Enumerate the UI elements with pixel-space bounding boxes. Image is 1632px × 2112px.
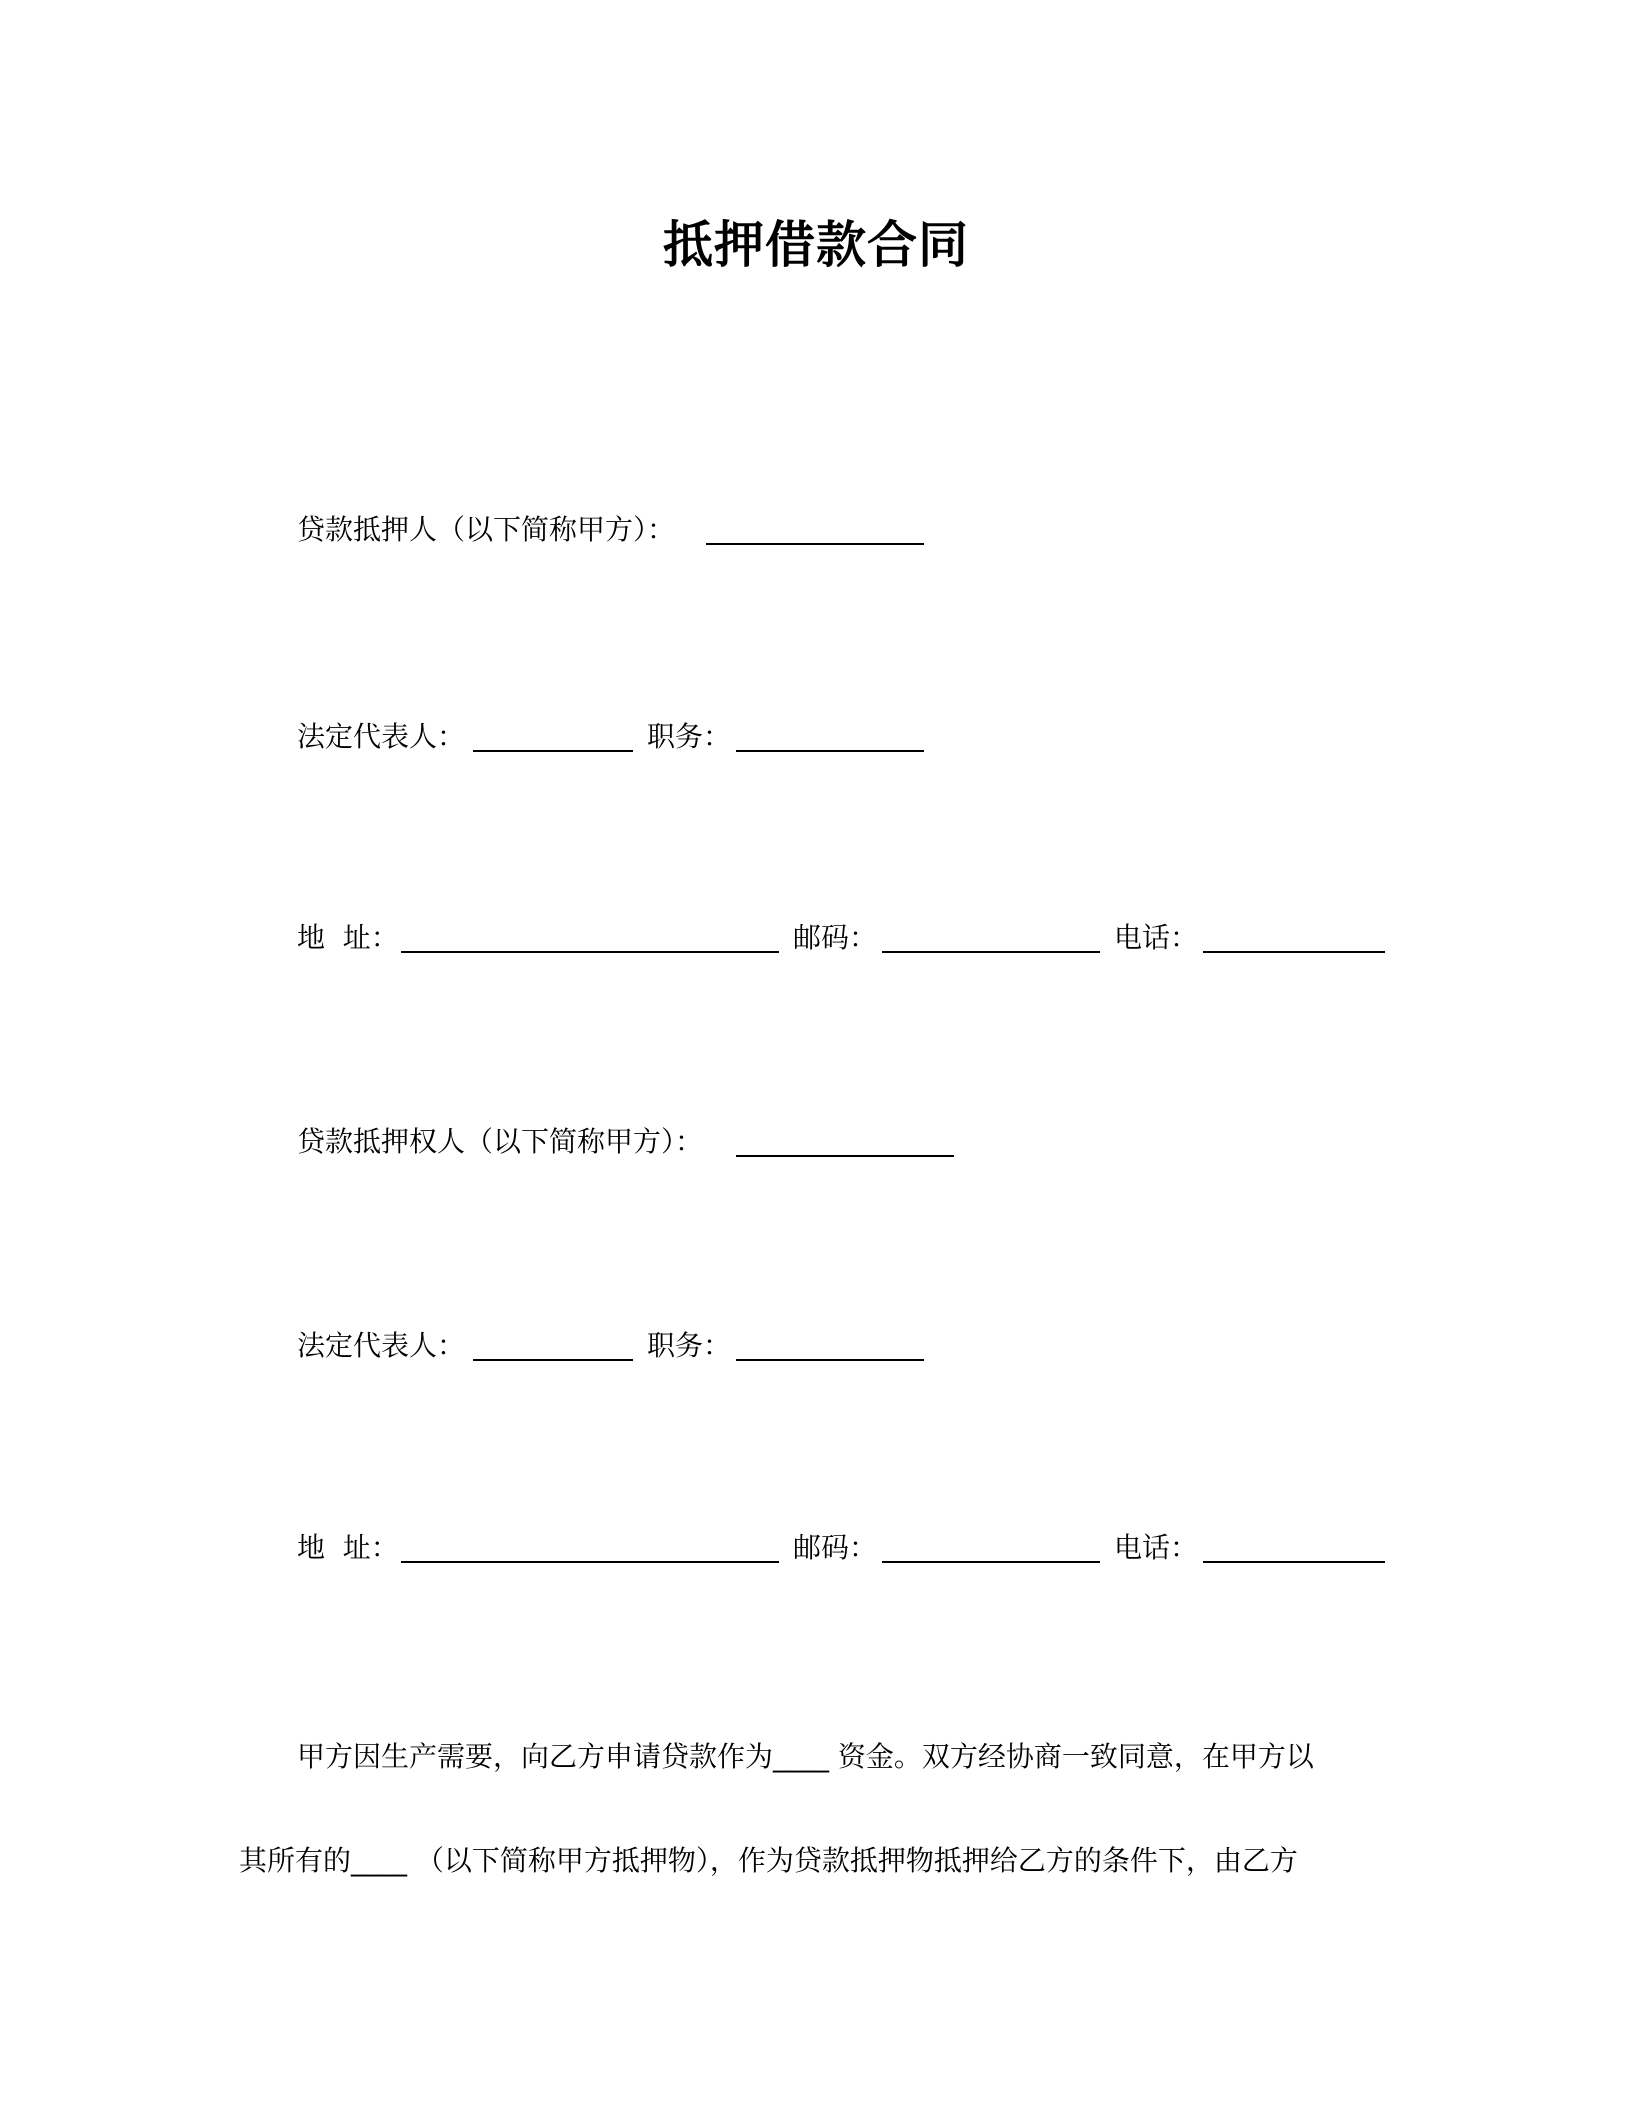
- party-b-address-row: [0, 1523, 1632, 1573]
- party-b-postcode-field[interactable]: [882, 1561, 1100, 1563]
- party-a-address-label: 地 址：: [297, 921, 399, 954]
- party-b-position-field[interactable]: [736, 1359, 924, 1361]
- party-b-lender-row: [0, 1117, 1632, 1167]
- party-b-address-label: 地 址：: [297, 1531, 399, 1564]
- party-a-legal-rep-label: 法定代表人：: [297, 720, 466, 753]
- party-a-borrower-label: 贷款抵押人（以下简称甲方）：: [297, 513, 676, 546]
- party-a-position-field[interactable]: [736, 750, 924, 752]
- party-a-legal-rep-field[interactable]: [473, 750, 633, 752]
- party-a-legal-rep-row: [0, 712, 1632, 762]
- party-a-borrower-row: [0, 505, 1632, 555]
- party-b-legal-rep-field[interactable]: [473, 1359, 633, 1361]
- party-a-phone-field[interactable]: [1203, 951, 1385, 953]
- party-b-position-label: 职务：: [647, 1329, 732, 1362]
- party-b-postcode-label: 邮码：: [793, 1531, 878, 1564]
- party-a-address-field[interactable]: [401, 951, 779, 953]
- party-a-phone-label: 电话：: [1114, 921, 1199, 954]
- body-line-1: 甲方因生产需要，向乙方申请贷款作为____ 资金。双方经协商一致同意，在甲方以: [297, 1740, 1314, 1773]
- party-b-phone-field[interactable]: [1203, 1561, 1385, 1563]
- party-a-address-row: [0, 913, 1632, 963]
- party-b-lender-field[interactable]: [736, 1155, 954, 1157]
- party-b-address-field[interactable]: [401, 1561, 779, 1563]
- party-a-position-label: 职务：: [647, 720, 732, 753]
- party-b-legal-rep-label: 法定代表人：: [297, 1329, 466, 1362]
- party-b-legal-rep-row: [0, 1321, 1632, 1371]
- party-a-borrower-field[interactable]: [706, 543, 924, 545]
- party-b-phone-label: 电话：: [1114, 1531, 1199, 1564]
- party-a-postcode-label: 邮码：: [793, 921, 878, 954]
- party-a-postcode-field[interactable]: [882, 951, 1100, 953]
- body-line-2: 其所有的____ （以下简称甲方抵押物），作为贷款抵押物抵押给乙方的条件下，由乙方: [239, 1844, 1298, 1877]
- party-b-lender-label: 贷款抵押权人（以下简称甲方）：: [297, 1125, 704, 1158]
- page-title: 抵押借款合同: [663, 216, 969, 274]
